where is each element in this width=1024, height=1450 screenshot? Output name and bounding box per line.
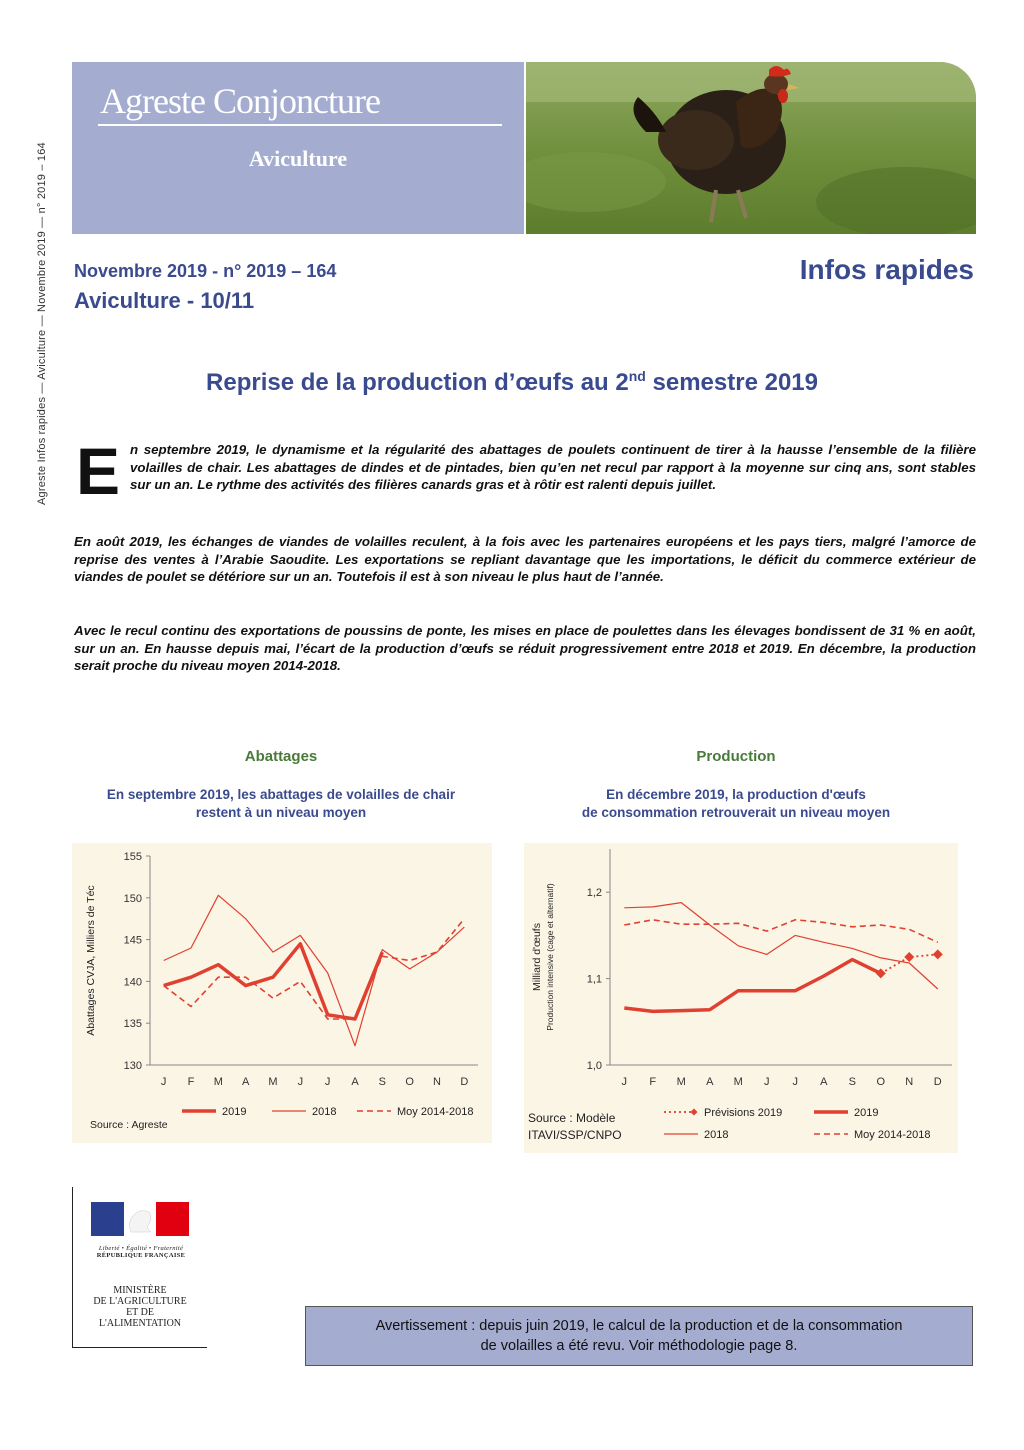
forecast-point <box>904 952 914 962</box>
infos-rapides-label: Infos rapides <box>799 254 974 285</box>
ministry-name <box>77 1285 203 1329</box>
y-tick-label: 1,2 <box>586 887 602 900</box>
x-tick-label: F <box>187 1076 195 1088</box>
y-tick-label: 130 <box>123 1060 142 1072</box>
y-tick-label: 150 <box>123 892 142 905</box>
y-axis-label: Abattages CVJA, Milliers de Téc <box>85 885 97 1036</box>
series-line-2018 <box>624 903 938 989</box>
issue-number: Novembre 2019 - n° 2019 – 164 <box>74 261 337 281</box>
section-label: Aviculture - 10/11 <box>74 288 255 313</box>
x-tick-label: A <box>241 1076 250 1088</box>
legend-label: 2019 <box>222 1106 247 1118</box>
right-chart-subtitle <box>526 786 946 822</box>
x-tick-label: N <box>905 1076 914 1088</box>
intro-text: n septembre 2019, le dynamisme et la régularité des abattages de poulets continuent de tirer à la hausse l’ensemble de la filière volailles de chair. Les abattages de dindes et de pintades, bien qu’en net recul par rapport à la moyenne sur cinq ans, sont stables sur un an. Le rythme des activités des filières canards gras et à rôtir est ralenti depuis juillet. <box>130 442 976 492</box>
methodology-warning <box>305 1306 973 1366</box>
hen-photo <box>526 62 976 234</box>
x-tick-label: M <box>213 1076 223 1088</box>
side-running-title: Agreste Infos rapides — Aviculture — Novembre 2019 — n° 2019 – 164 <box>36 142 48 505</box>
title-banner <box>72 62 524 234</box>
publication-title: Agreste Conjoncture <box>100 81 380 121</box>
series-line-2019 <box>624 960 881 1012</box>
x-tick-label: J <box>324 1076 331 1088</box>
right-chart-heading: Production <box>696 748 776 765</box>
x-tick-label: A <box>351 1076 359 1088</box>
x-tick-label: O <box>405 1076 414 1088</box>
x-tick-label: M <box>676 1076 686 1088</box>
x-tick-label: A <box>706 1076 714 1088</box>
legend-label: Moy 2014-2018 <box>397 1106 474 1118</box>
warning-line-1: Avertissement : depuis juin 2019, le calcul de la production et de la consommation <box>375 1318 903 1334</box>
legend-marker <box>691 1109 698 1116</box>
x-tick-label: J <box>621 1076 627 1088</box>
ministry-logo <box>72 1187 207 1348</box>
x-tick-label: A <box>820 1076 828 1088</box>
source-note: Source : Modèle <box>528 1111 616 1125</box>
x-tick-label: M <box>268 1076 278 1088</box>
y-tick-label: 1,1 <box>586 973 602 986</box>
legend-label: 2018 <box>704 1129 729 1141</box>
x-tick-label: S <box>848 1076 856 1088</box>
production-chart <box>524 843 958 1153</box>
x-tick-label: J <box>297 1076 304 1088</box>
left-chart-subtitle <box>72 786 490 822</box>
headline <box>0 368 1024 397</box>
y-axis-label-2: Production intensive (cage et alternatif) <box>545 883 555 1031</box>
drop-cap: E <box>76 434 121 508</box>
eggs-paragraph: Avec le recul continu des exportations de poussins de ponte, les mises en place de poulettes dans les élevages bondissent de 31 % en août, sur un an. En hausse depuis mai, l’écart de la production d’œufs se réduit progressivement entre 2018 et 2019. En décembre, la production serait proche du niveau moyen 2014-2018. <box>74 623 976 673</box>
left-chart-panel <box>72 843 492 1143</box>
x-tick-label: D <box>460 1076 469 1088</box>
rf-name: RÉPUBLIQUE FRANÇAISE <box>96 1252 186 1259</box>
abattages-chart <box>72 843 492 1143</box>
x-tick-label: J <box>792 1076 798 1088</box>
marianne-flag-icon <box>91 1202 189 1236</box>
headline-post: semestre 2019 <box>645 369 818 396</box>
trade-paragraph: En août 2019, les échanges de viandes de volailles reculent, à la fois avec les partenaires européens et les pays tiers, malgré l’amorce de reprise des ventes à l’Arabie Saoudite. Les exportations se repliant davantage que les importations, le déficit du commerce extérieur de viandes de poulet se détériore sur un an. Toutefois il est à son niveau le plus haut de l’année. <box>74 534 976 584</box>
publication-subtitle: Aviculture <box>248 146 348 171</box>
source-note: ITAVI/SSP/CNPO <box>528 1128 622 1142</box>
left-chart-subtitle-1: En septembre 2019, les abattages de volailles de chair <box>106 787 456 802</box>
y-tick-label: 1,0 <box>586 1060 602 1072</box>
banner-rule <box>98 124 502 126</box>
x-tick-label: F <box>649 1076 657 1088</box>
x-tick-label: O <box>876 1076 886 1088</box>
x-tick-label: N <box>433 1076 441 1088</box>
rf-motto: Liberté • Égalité • Fraternité <box>98 1245 184 1252</box>
left-chart-heading: Abattages <box>244 748 318 765</box>
headline-pre: Reprise de la production d’œufs au 2 <box>206 369 629 396</box>
ministry-line-1: MINISTÈRE <box>113 1285 167 1296</box>
legend-label: 2019 <box>854 1107 879 1119</box>
ministry-line-4: L'ALIMENTATION <box>98 1318 182 1329</box>
x-tick-label: S <box>378 1076 387 1088</box>
x-tick-label: J <box>764 1076 770 1088</box>
republique-francaise <box>79 1245 203 1259</box>
right-chart-subtitle-1: En décembre 2019, la production d'œufs <box>606 787 866 802</box>
series-line-2019 <box>164 944 383 1019</box>
headline-sup: nd <box>628 368 646 384</box>
warning-line-2: de volailles a été revu. Voir méthodologie page 8. <box>480 1338 798 1354</box>
right-chart-panel <box>524 843 958 1153</box>
x-tick-label: M <box>733 1076 743 1088</box>
y-tick-label: 135 <box>123 1018 142 1031</box>
y-tick-label: 145 <box>123 934 142 947</box>
left-chart-subtitle-2: restent à un niveau moyen <box>195 805 367 820</box>
right-chart-subtitle-2: de consommation retrouverait un niveau moyen <box>581 805 891 820</box>
y-tick-label: 155 <box>123 851 142 863</box>
intro-paragraph <box>74 434 976 508</box>
x-tick-label: J <box>160 1076 167 1088</box>
ministry-line-3: ET DE <box>126 1307 154 1318</box>
y-axis-label: Milliard d'œufs <box>531 923 543 991</box>
legend-label: Prévisions 2019 <box>704 1107 783 1119</box>
source-note: Source : Agreste <box>90 1119 168 1131</box>
legend-label: Moy 2014-2018 <box>854 1129 931 1141</box>
ministry-line-2: DE L'AGRICULTURE <box>93 1296 187 1307</box>
forecast-point <box>933 949 943 959</box>
x-tick-label: D <box>933 1076 942 1088</box>
series-line-moy-2014-2018 <box>624 920 938 943</box>
legend-label: 2018 <box>312 1106 337 1118</box>
y-tick-label: 140 <box>123 976 142 989</box>
